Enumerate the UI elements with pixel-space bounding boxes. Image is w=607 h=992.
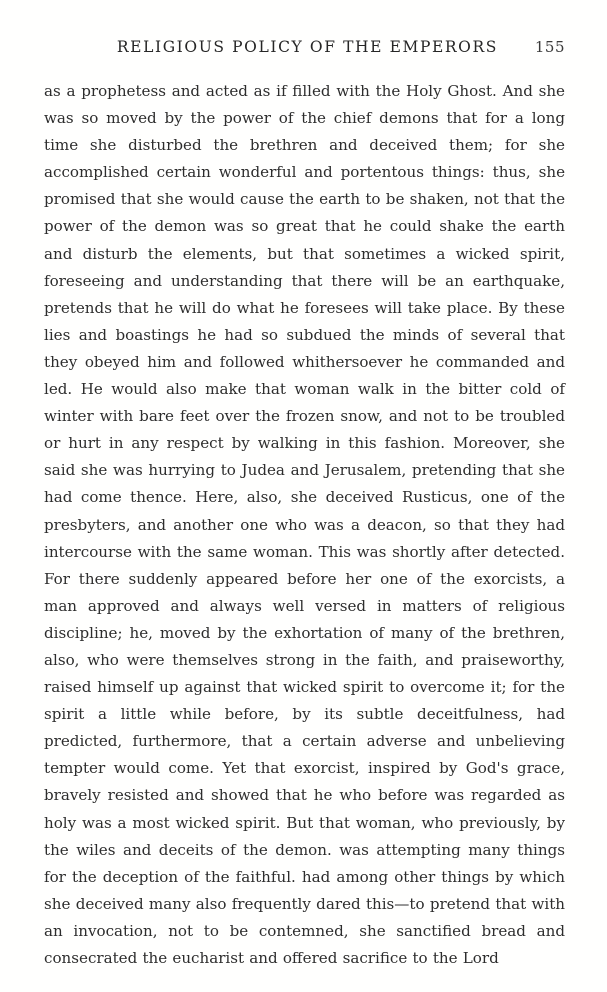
running-head: RELIGIOUS POLICY OF THE EMPERORS [116,38,498,56]
page-body [44,78,565,972]
page-number: 155 [534,38,565,56]
page-header [44,38,565,56]
body-paragraph: as a prophetess and acted as if filled with the Holy Ghost. And she was so moved by the power of the chief demons that for a long time she disturbed the brethren and deceived them; for she accomplished certain wonderful and portentous things: thus, she promised that she would cause the earth to be shaken, not that the power of the demon was so great that he could shake the earth and disturb the elements, but that sometimes a wicked spirit, foreseeing and understanding that there will be an earthquake, pretends that he will do what he foresees will take place. By these lies and boastings he had so subdued the minds of several that they obeyed him and followed whithersoever he commanded and led. He would also make that woman walk in the bitter cold of winter with bare feet over the frozen snow, and not to be troubled or hurt in any respect by walking in this fashion. Moreover, she said she was hurrying to Judea and Jerusalem, pretending that she had come thence. Here, also, she deceived Rusticus, one of the presbyters, and another one who was a deacon, so that they had intercourse with the same woman. This was shortly after detected. For there suddenly appeared before her one of the exorcists, a man approved and always well versed in matters of religious discipline; he, moved by the exhortation of many of the brethren, also, who were themselves strong in the faith, and praiseworthy, raised himself up against that wicked spirit to overcome it; for the spirit a little while before, by its subtle deceitfulness, had predicted, furthermore, that a certain adverse and unbelieving tempter would come. Yet that exorcist, inspired by God's grace, bravely resisted and showed that he who before was regarded as holy was a most wicked spirit. But that woman, who previously, by the wiles and deceits of the demon. was attempting many things for the deception of the faithful. had among other things by which she deceived many also frequently dared this—to pretend that with an invocation, not to be contemned, she sanctified bread and consecrated the eucharist and offered sacrifice to the Lord [44,82,565,967]
